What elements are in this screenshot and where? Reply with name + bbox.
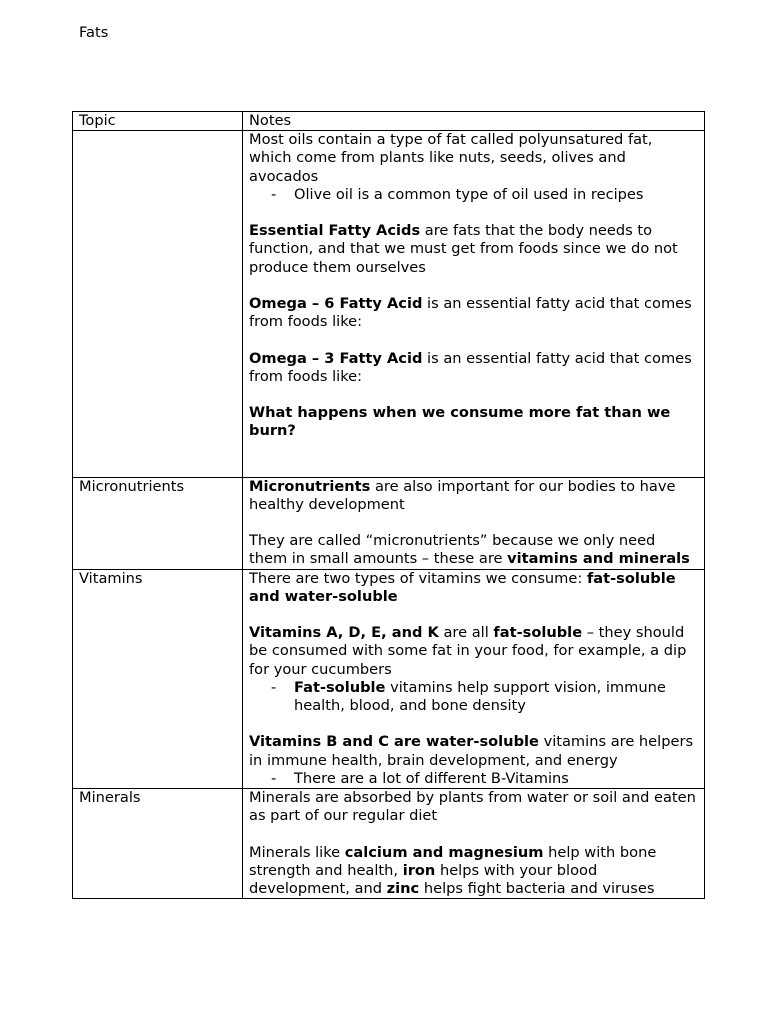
fats-question-text: What happens when we consume more fat than we burn?	[249, 404, 671, 440]
header-notes-cell	[243, 112, 705, 131]
omega-3-text: is an essential fatty acid that comes from foods like:	[249, 349, 692, 385]
bullet-dash: -	[271, 185, 277, 203]
topic-cell-micronutrients	[73, 477, 243, 569]
micronutrients-term: Micronutrients	[249, 477, 371, 495]
header-topic-cell	[73, 112, 243, 131]
table-row-minerals	[73, 789, 705, 899]
table-row-vitamins	[73, 569, 705, 788]
topic-minerals: Minerals	[79, 789, 141, 806]
topic-fats: Fats	[79, 24, 109, 42]
minerals-p2-text-d: helps fight bacteria and viruses	[419, 880, 655, 897]
notes-cell-micronutrients	[243, 477, 705, 569]
notes-cell-minerals	[243, 789, 705, 899]
table-header-row	[73, 112, 705, 131]
table-row-micronutrients	[73, 477, 705, 569]
vitamins-fat-soluble: fat-soluble	[493, 624, 583, 642]
omega-3-term: Omega – 3 Fatty Acid	[249, 349, 423, 367]
micronutrients-paragraph-2	[249, 532, 698, 568]
minerals-paragraph-2	[249, 844, 698, 899]
vitamins-p3-text: vitamins are helpers in immune health, brain development, and energy	[249, 733, 694, 769]
fats-omega-6	[249, 295, 698, 331]
vitamins-adek: Vitamins A, D, E, and K	[249, 624, 439, 642]
minerals-p2-text-b: help with bone strength and health,	[249, 843, 657, 879]
bullet-dash: -	[271, 769, 277, 787]
minerals-calcium-magnesium: calcium and magnesium	[344, 843, 544, 861]
vitamins-bullet-1-bold: Fat-soluble	[294, 678, 386, 696]
minerals-zinc: zinc	[386, 880, 420, 897]
vitamins-p2-text-a: are all	[438, 624, 494, 642]
efa-text: are fats that the body needs to function, and that we must get from foods since we do not produce them ourselves	[249, 222, 678, 276]
vitamins-bullet-2-text: There are a lot of different B-Vitamins	[294, 769, 569, 787]
vitamins-paragraph-1	[249, 570, 698, 606]
vitamins-p1-text: There are two types of vitamins we consume:	[249, 569, 587, 587]
omega-6-term: Omega – 6 Fatty Acid	[249, 295, 423, 312]
vitamins-p1-bold: fat-soluble and water-soluble	[249, 569, 676, 605]
efa-term: Essential Fatty Acids	[249, 222, 421, 240]
vitamins-bullet-1	[249, 679, 698, 715]
micronutrients-p1-text: are also important for our bodies to have healthy development	[249, 477, 676, 513]
fats-bullet-1	[249, 186, 698, 204]
fats-paragraph-1: Most oils contain a type of fat called polyunsatured fat, which come from plants like nuts, seeds, olives and avocados	[249, 131, 653, 185]
fats-essential-fatty-acids	[249, 222, 698, 277]
micronutrients-p2-bold: vitamins and minerals	[507, 550, 690, 568]
header-topic: Topic	[79, 112, 116, 129]
table-row-fats	[73, 131, 705, 477]
bullet-dash: -	[271, 678, 277, 696]
vitamins-paragraph-2	[249, 624, 698, 679]
minerals-paragraph-1: Minerals are absorbed by plants from water or soil and eaten as part of our regular diet	[249, 789, 696, 825]
micronutrients-p2-text: They are called “micronutrients” because we only need them in small amounts – these are	[249, 532, 656, 568]
vitamins-paragraph-3	[249, 733, 698, 769]
notes-table	[72, 24, 705, 899]
vitamins-bc: Vitamins B and C are water-soluble	[249, 733, 539, 751]
minerals-iron: iron	[402, 861, 436, 879]
minerals-p2-text-c: helps with your blood development, and	[249, 861, 598, 897]
fats-bullet-1-text: Olive oil is a common type of oil used in recipes	[294, 185, 644, 203]
topic-cell-vitamins	[73, 569, 243, 788]
fats-question	[249, 404, 698, 440]
minerals-p2-text-a: Minerals like	[249, 843, 345, 861]
header-notes: Notes	[249, 112, 292, 129]
fats-omega-3	[249, 350, 698, 386]
vitamins-p2-text-b: – they should be consumed with some fat in your food, for example, a dip for your cucumbers	[249, 624, 687, 678]
topic-cell-minerals	[73, 789, 243, 899]
vitamins-bullet-1-text: vitamins help support vision, immune health, blood, and bone density	[294, 678, 666, 714]
notes-cell-vitamins	[243, 569, 705, 788]
micronutrients-paragraph-1	[249, 478, 698, 514]
notes-cell-fats	[243, 131, 705, 477]
topic-micronutrients: Micronutrients	[79, 477, 185, 495]
topic-vitamins: Vitamins	[79, 569, 143, 587]
omega-6-text: is an essential fatty acid that comes from foods like:	[249, 295, 692, 331]
vitamins-bullet-2	[249, 770, 698, 788]
